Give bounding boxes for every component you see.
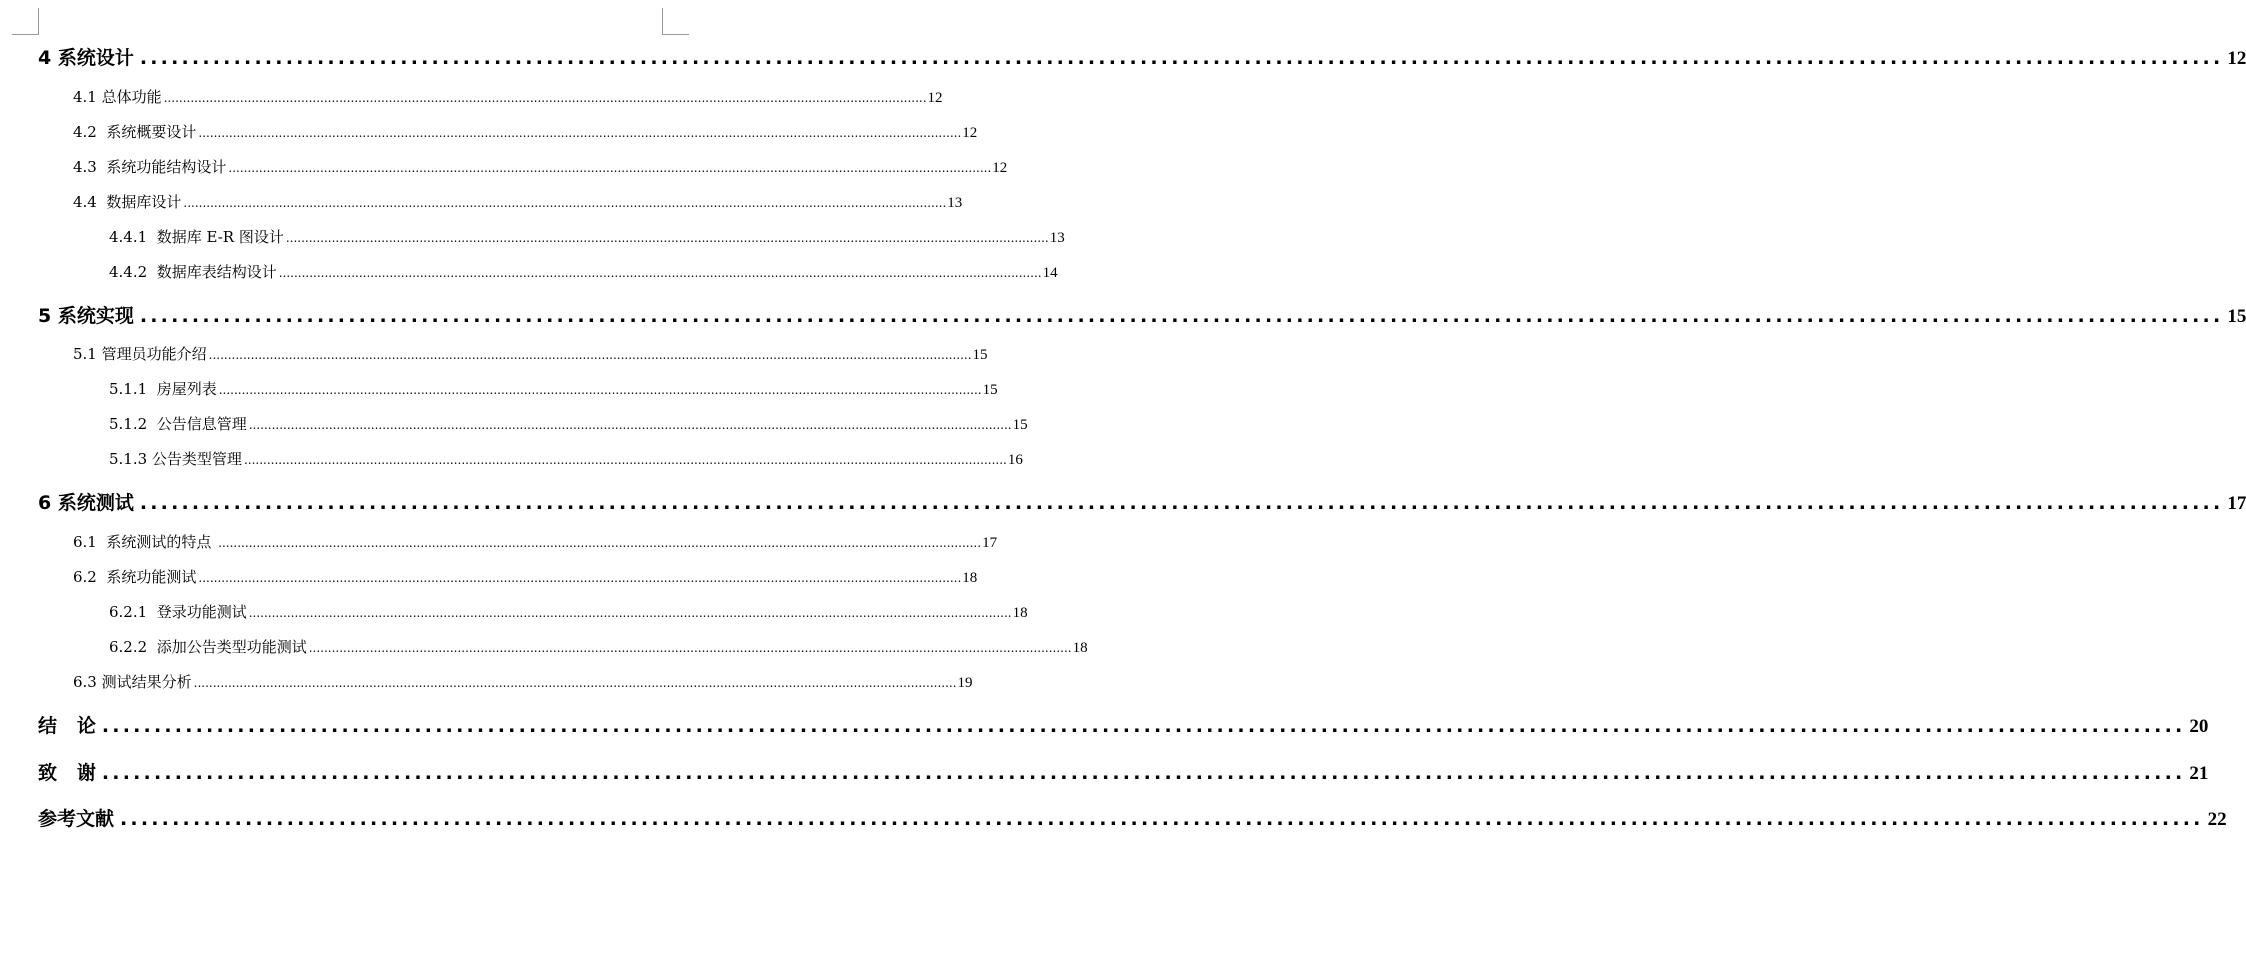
toc-entry-title: 6.2.1 登录功能测试 — [109, 603, 247, 621]
toc-entry-level-2[interactable] — [73, 121, 978, 142]
toc-page-number: 18 — [1072, 640, 1088, 656]
toc-entry-title: 4.1 总体功能 — [73, 88, 162, 106]
toc-entry-title: 5.1.3 公告类型管理 — [109, 450, 242, 468]
page-corner-mark-top-left — [12, 8, 39, 35]
toc-dot-leader: ........................................................................................................................................................................................................ — [198, 126, 962, 140]
toc-dot-leader: ........................................................................................................................................................................................................ — [218, 536, 982, 550]
toc-dot-leader: ........................................................................................................................................................................................................ — [101, 762, 2186, 784]
toc-entry-title: 6.1 系统测试的特点 — [73, 533, 217, 551]
toc-entry-title: 6.2 系统功能测试 — [73, 568, 197, 586]
toc-page-number: 13 — [1049, 230, 1065, 246]
toc-entry-level-3[interactable] — [109, 448, 1023, 469]
toc-dot-leader: ........................................................................................................................................................................................................ — [139, 47, 2224, 69]
toc-entry-level-3[interactable] — [109, 413, 1028, 434]
toc-dot-leader: ........................................................................................................................................................................................................ — [308, 641, 1072, 655]
toc-page-number: 18 — [1012, 605, 1028, 621]
toc-entry-level-3[interactable] — [109, 636, 1088, 657]
toc-entry-title: 致 谢 — [38, 762, 96, 784]
toc-entry-level-2[interactable] — [73, 343, 988, 364]
toc-entry-title: 5.1.2 公告信息管理 — [109, 415, 247, 433]
toc-dot-leader: ........................................................................................................................................................................................................ — [120, 808, 2204, 830]
toc-entry-level-1[interactable] — [38, 758, 2209, 785]
toc-dot-leader: ........................................................................................................................................................................................................ — [248, 418, 1012, 432]
toc-entry-title: 5.1.1 房屋列表 — [109, 380, 217, 398]
toc-entry-level-1[interactable] — [38, 488, 2246, 515]
toc-entry-title: 6.3 测试结果分析 — [73, 673, 192, 691]
toc-entry-title: 4.4 数据库设计 — [73, 193, 182, 211]
toc-entry-title: 4.4.2 数据库表结构设计 — [109, 263, 277, 281]
toc-dot-leader: ........................................................................................................................................................................................................ — [243, 453, 1007, 467]
toc-entry-title: 6.2.2 添加公告类型功能测试 — [109, 638, 307, 656]
toc-entry-level-2[interactable] — [73, 531, 998, 552]
toc-dot-leader: ........................................................................................................................................................................................................ — [208, 348, 972, 362]
toc-dot-leader: ........................................................................................................................................................................................................ — [278, 266, 1042, 280]
toc-dot-leader: ........................................................................................................................................................................................................ — [101, 715, 2186, 737]
toc-entry-level-3[interactable] — [109, 261, 1058, 282]
toc-entry-title: 4 系统设计 — [38, 47, 134, 69]
toc-page-number: 22 — [2207, 809, 2227, 830]
toc-page-number: 15 — [1012, 417, 1028, 433]
toc-entry-title: 结 论 — [38, 715, 96, 737]
toc-dot-leader: ........................................................................................................................................................................................................ — [139, 305, 2224, 327]
toc-entry-level-2[interactable] — [73, 156, 1008, 177]
toc-page-number: 16 — [1007, 452, 1023, 468]
toc-entry-title: 参考文献 — [38, 808, 115, 830]
toc-page-number: 15 — [972, 347, 988, 363]
toc-entry-title: 4.3 系统功能结构设计 — [73, 158, 227, 176]
toc-page-number: 12 — [992, 160, 1008, 176]
toc-entry-level-1[interactable] — [38, 711, 2209, 738]
toc-dot-leader: ........................................................................................................................................................................................................ — [285, 231, 1049, 245]
toc-page-number: 17 — [982, 535, 998, 551]
toc-page-number: 20 — [2189, 716, 2209, 737]
toc-dot-leader: ........................................................................................................................................................................................................ — [248, 606, 1012, 620]
toc-entry-level-2[interactable] — [73, 566, 978, 587]
toc-entry-level-3[interactable] — [109, 601, 1028, 622]
toc-entry-title: 4.4.1 数据库 E-R 图设计 — [109, 228, 284, 246]
toc-page-number: 12 — [927, 90, 943, 106]
toc-dot-leader: ........................................................................................................................................................................................................ — [139, 492, 2224, 514]
toc-entry-level-3[interactable] — [109, 378, 998, 399]
toc-page-number: 18 — [962, 570, 978, 586]
page-corner-mark-top-right — [662, 8, 689, 35]
toc-entry-title: 5.1 管理员功能介绍 — [73, 345, 207, 363]
toc-entry-level-2[interactable] — [73, 671, 973, 692]
toc-dot-leader: ........................................................................................................................................................................................................ — [183, 196, 947, 210]
toc-page-number: 15 — [982, 382, 998, 398]
toc-entry-level-1[interactable] — [38, 43, 2246, 70]
toc-dot-leader: ........................................................................................................................................................................................................ — [218, 383, 982, 397]
toc-page-number: 12 — [962, 125, 978, 141]
toc-page-number: 21 — [2189, 763, 2209, 784]
toc-page-number: 19 — [957, 675, 973, 691]
toc-page-number: 14 — [1042, 265, 1058, 281]
toc-page-number: 13 — [947, 195, 963, 211]
toc-entry-title: 5 系统实现 — [38, 305, 134, 327]
toc-dot-leader: ........................................................................................................................................................................................................ — [193, 676, 957, 690]
toc-entry-level-2[interactable] — [73, 86, 943, 107]
toc-page-number: 17 — [2227, 493, 2246, 514]
toc-entry-level-3[interactable] — [109, 226, 1065, 247]
toc-dot-leader: ........................................................................................................................................................................................................ — [228, 161, 992, 175]
toc-entry-level-1[interactable] — [38, 804, 2227, 831]
toc-page-number: 12 — [2227, 48, 2246, 69]
toc-entry-title: 4.2 系统概要设计 — [73, 123, 197, 141]
toc-dot-leader: ........................................................................................................................................................................................................ — [198, 571, 962, 585]
toc-entry-level-1[interactable] — [38, 301, 2246, 328]
toc-entry-level-2[interactable] — [73, 191, 963, 212]
toc-dot-leader: ........................................................................................................................................................................................................ — [163, 91, 927, 105]
toc-entry-title: 6 系统测试 — [38, 492, 134, 514]
toc-page-number: 15 — [2227, 306, 2246, 327]
